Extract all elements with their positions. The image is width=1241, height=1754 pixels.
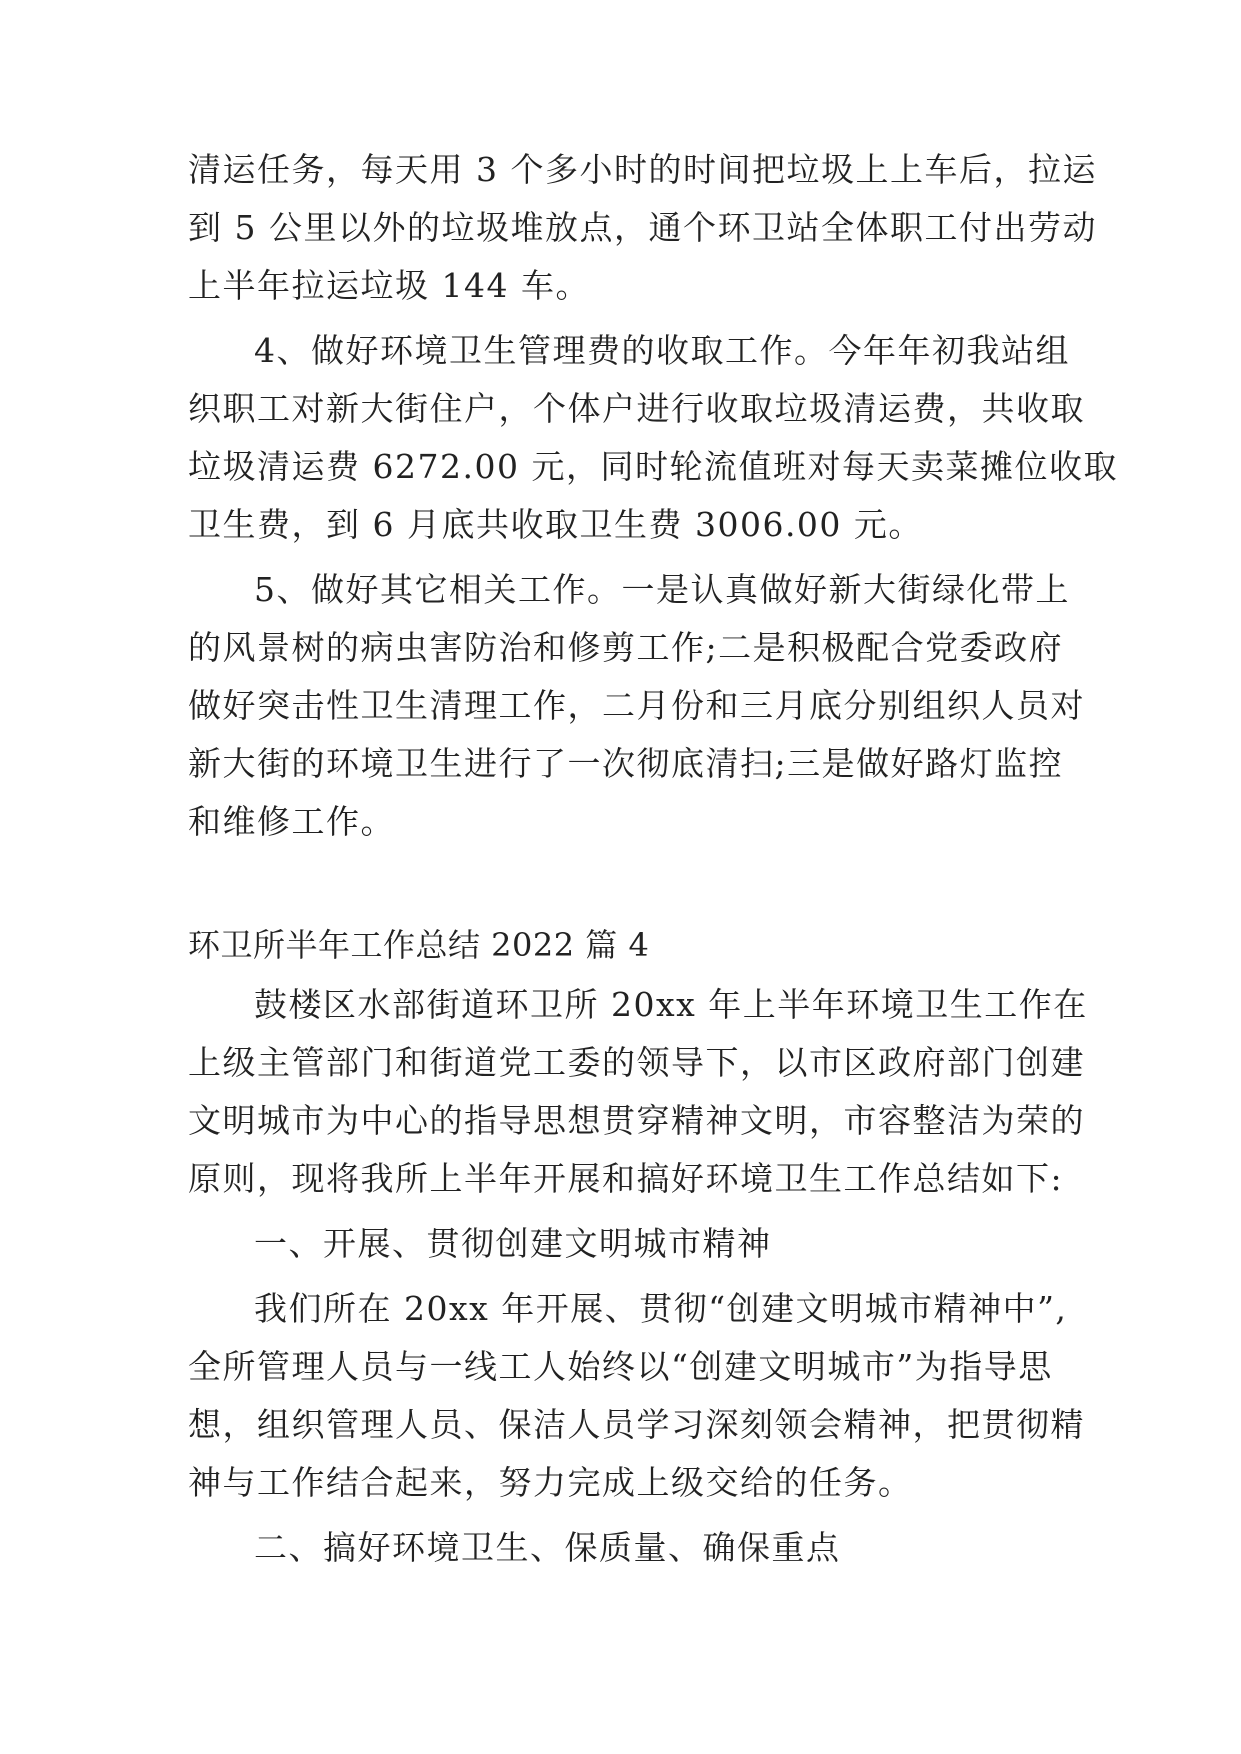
paragraph-line: 文明城市为中心的指导思想贯穿精神文明，市容整洁为荣的 bbox=[188, 1101, 1085, 1140]
paragraph-line: 想，组织管理人员、保洁人员学习深刻领会精神，把贯彻精 bbox=[188, 1405, 1085, 1444]
paragraph-line: 的风景树的病虫害防治和修剪工作;二是积极配合党委政府 bbox=[188, 628, 1064, 667]
paragraph-line: 5、做好其它相关工作。一是认真做好新大街绿化带上 bbox=[254, 570, 1070, 609]
paragraph-line: 上级主管部门和街道党工委的领导下，以市区政府部门创建 bbox=[188, 1043, 1085, 1082]
paragraph-line: 原则，现将我所上半年开展和搞好环境卫生工作总结如下: bbox=[188, 1159, 1064, 1198]
subsection-heading: 二、搞好环境卫生、保质量、确保重点 bbox=[254, 1528, 841, 1567]
paragraph-line: 全所管理人员与一线工人始终以“创建文明城市”为指导思 bbox=[188, 1347, 1053, 1386]
paragraph-line: 上半年拉运垃圾 144 车。 bbox=[188, 266, 590, 305]
subsection-heading: 一、开展、贯彻创建文明城市精神 bbox=[254, 1224, 772, 1263]
paragraph-line: 垃圾清运费 6272.00 元，同时轮流值班对每天卖菜摊位收取 bbox=[188, 447, 1118, 486]
paragraph-line: 卫生费，到 6 月底共收取卫生费 3006.00 元。 bbox=[188, 505, 923, 544]
paragraph-line: 我们所在 20xx 年开展、贯彻“创建文明城市精神中”, bbox=[254, 1289, 1068, 1328]
paragraph-line: 4、做好环境卫生管理费的收取工作。今年年初我站组 bbox=[254, 331, 1070, 370]
paragraph-line: 清运任务，每天用 3 个多小时的时间把垃圾上上车后，拉运 bbox=[188, 150, 1097, 189]
paragraph-line: 到 5 公里以外的垃圾堆放点，通个环卫站全体职工付出劳动 bbox=[188, 208, 1097, 247]
paragraph-line: 神与工作结合起来，努力完成上级交给的任务。 bbox=[188, 1463, 913, 1502]
paragraph-line: 和维修工作。 bbox=[188, 802, 395, 841]
section-title: 环卫所半年工作总结 2022 篇 4 bbox=[188, 926, 650, 964]
paragraph-line: 新大街的环境卫生进行了一次彻底清扫;三是做好路灯监控 bbox=[188, 744, 1064, 783]
paragraph-line: 做好突击性卫生清理工作，二月份和三月底分别组织人员对 bbox=[188, 686, 1085, 725]
paragraph-line: 织职工对新大街住户，个体户进行收取垃圾清运费，共收取 bbox=[188, 389, 1085, 428]
paragraph-line: 鼓楼区水部街道环卫所 20xx 年上半年环境卫生工作在 bbox=[254, 985, 1088, 1024]
